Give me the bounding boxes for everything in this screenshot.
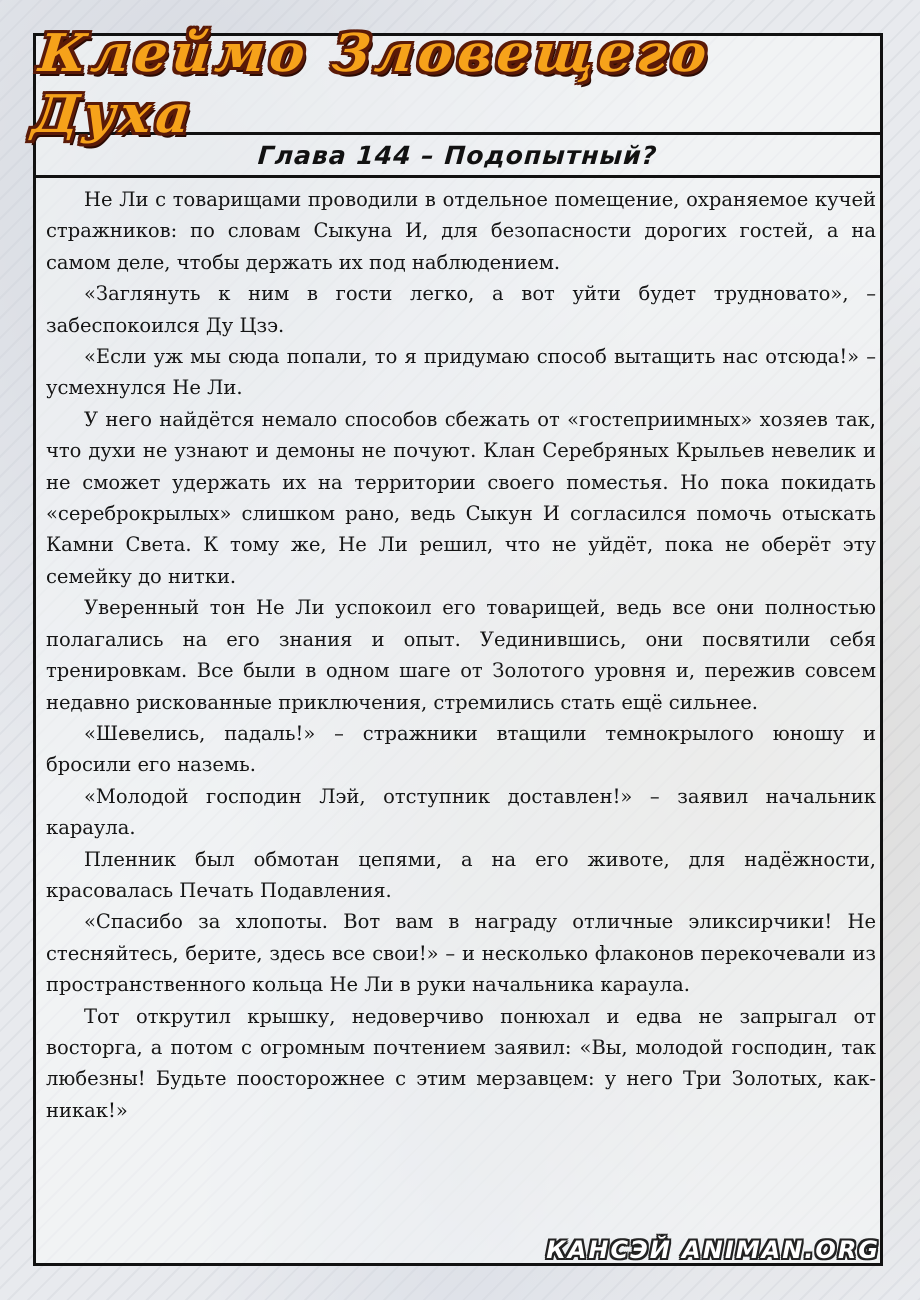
paragraph: «Заглянуть к ним в гости легко, а вот уйти будет трудновато», – забеспокоился Ду Цзэ. xyxy=(46,282,876,337)
paragraph: У него найдётся немало способов сбежать от «гостеприимных» хозяев так, что духи не узнают и демоны не почуют. Клан Серебряных Крыльев невелик и не сможет удержать их на территории своего поместья. Но пока покидать «сереброкрылых» слишком рано, ведь Сыкун И согласился помочь отыскать Камни Света. К тому же, Не Ли решил, что не уйдёт, пока не оберёт эту семейку до нитки. xyxy=(46,407,876,588)
text-body xyxy=(46,184,876,1259)
paragraph: «Молодой господин Лэй, отступник доставлен!» – заявил начальник караула. xyxy=(46,784,876,840)
paragraph: «Если уж мы сюда попали, то я придумаю способ вытащить нас отсюда!» – усмехнулся Не Ли. xyxy=(46,345,876,400)
paragraph: Не Ли с товарищами проводили в отдельное помещение, охраняемое кучей стражников: по словам Сыкуна И, для безопасности дорогих гостей, а на самом деле, чтобы держать их под наблюдением. xyxy=(46,188,876,274)
title-banner xyxy=(29,23,880,145)
paragraph: «Шевелись, падаль!» – стражники втащили темнокрылого юношу и бросили его наземь. xyxy=(46,721,876,777)
paragraph: «Спасибо за хлопоты. Вот вам в награду отличные эликсирчики! Не стесняйтесь, берите, здесь все свои!» – и несколько флаконов перекочевали из пространственного кольца Не Ли в руки начальника караула. xyxy=(46,910,876,997)
page-frame xyxy=(29,23,883,1266)
paragraph: Тот открутил крышку, недоверчиво понюхал и едва не запрыгал от восторга, а потом с огромным почтением заявил: «Вы, молодой господин, так любезны! Будьте поосторожнее с этим мерзавцем: у него Три Золотых, как-никак!» xyxy=(46,1004,876,1122)
chapter-title: Глава 144 – Подопытный? xyxy=(257,140,659,170)
paragraph: Уверенный тон Не Ли успокоил его товарищей, ведь все они полностью полагались на его знания и опыт. Уединившись, они посвятили себя тренировкам. Все были в одном шаге от Золотого уровня и, пережив совсем недавно рискованные приключения, стремились стать ещё сильнее. xyxy=(46,596,876,714)
paragraph: Пленник был обмотан цепями, а на его животе, для надёжности, красовалась Печать Подавления. xyxy=(46,847,876,902)
chapter-bar xyxy=(36,135,880,178)
watermark: КАНСЭЙ ANIMAN.ORG xyxy=(546,1236,880,1264)
page-title: Клеймо Зловещего Духа xyxy=(29,23,715,145)
